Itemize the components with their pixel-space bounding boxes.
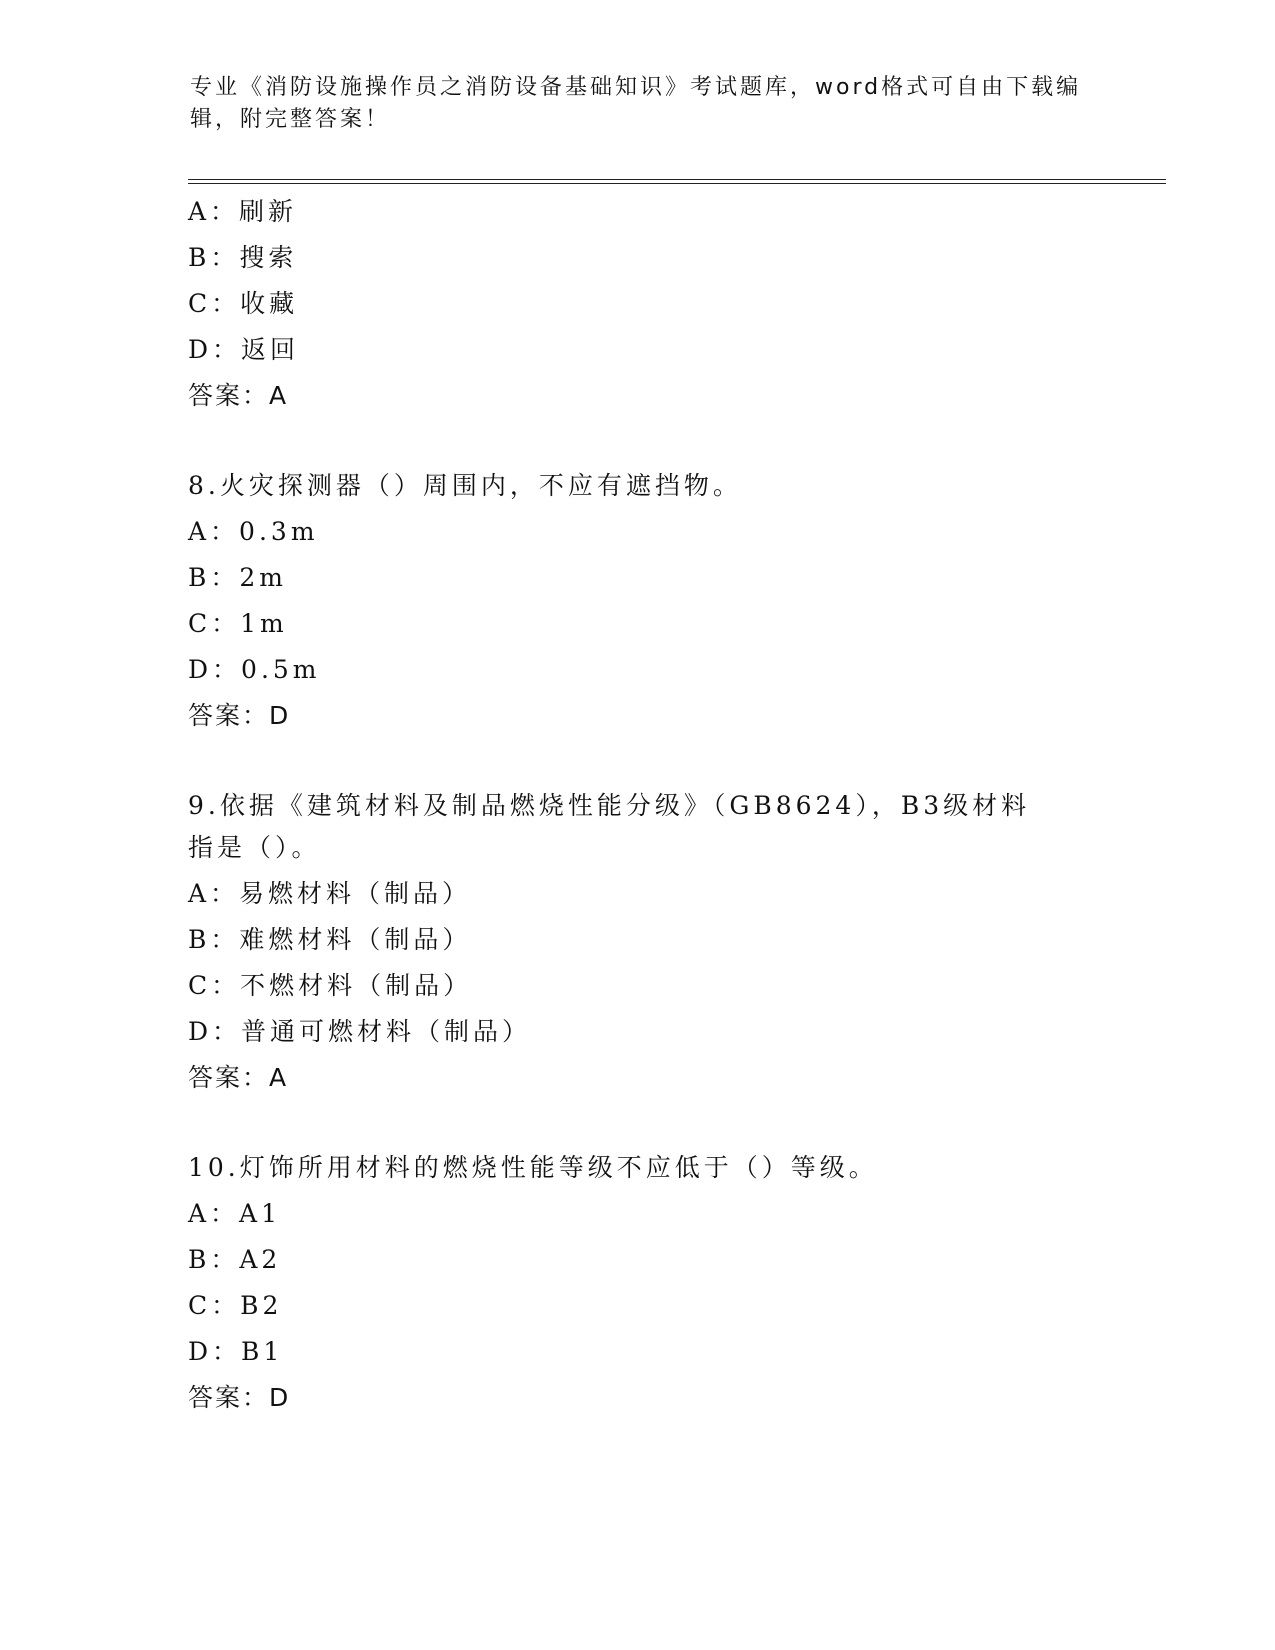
option-b: B：A2 — [188, 1245, 282, 1274]
question-block-8 — [188, 463, 1088, 739]
answer-line: 答案：D — [188, 1383, 291, 1412]
question-stem: 9.依据《建筑材料及制品燃烧性能分级》（GB8624），B3级材料指是（）。 — [188, 791, 1031, 862]
question-stem: 10.灯饰所用材料的燃烧性能等级不应低于（）等级。 — [188, 1153, 878, 1182]
spacer — [188, 419, 1088, 463]
option-a: A：刷新 — [188, 197, 298, 226]
option-d: D：0.5m — [188, 655, 321, 684]
spacer — [188, 1101, 1088, 1145]
option-d: D：普通可燃材料（制品） — [188, 1017, 532, 1046]
option-c: C：1m — [188, 609, 288, 638]
question-block-9 — [188, 783, 1088, 1101]
question-block-10 — [188, 1145, 1088, 1421]
option-a: A：0.3m — [188, 517, 319, 546]
option-b: B：2m — [188, 563, 287, 592]
answer-line: 答案：A — [188, 1063, 289, 1092]
option-d: D：B1 — [188, 1337, 284, 1366]
question-stem: 8.火灾探测器（）周围内，不应有遮挡物。 — [188, 471, 742, 500]
option-d: D：返回 — [188, 335, 300, 364]
option-c: C：收藏 — [188, 289, 299, 318]
answer-line: 答案：A — [188, 381, 289, 410]
document-header: 专业《消防设施操作员之消防设备基础知识》考试题库，word格式可自由下载编辑，附完整答案！ — [190, 75, 1082, 132]
question-block-7 — [188, 189, 1088, 419]
answer-line: 答案：D — [188, 701, 291, 730]
option-a: A：易燃材料（制品） — [188, 879, 472, 908]
header-divider-bottom — [188, 183, 1166, 184]
header-divider-top — [188, 179, 1166, 180]
option-c: C：B2 — [188, 1291, 283, 1320]
question-list — [188, 189, 1088, 1421]
option-a: A：A1 — [188, 1199, 282, 1228]
option-b: B：难燃材料（制品） — [188, 925, 472, 954]
spacer — [188, 739, 1088, 783]
option-b: B：搜索 — [188, 243, 298, 272]
option-c: C：不燃材料（制品） — [188, 971, 473, 1000]
